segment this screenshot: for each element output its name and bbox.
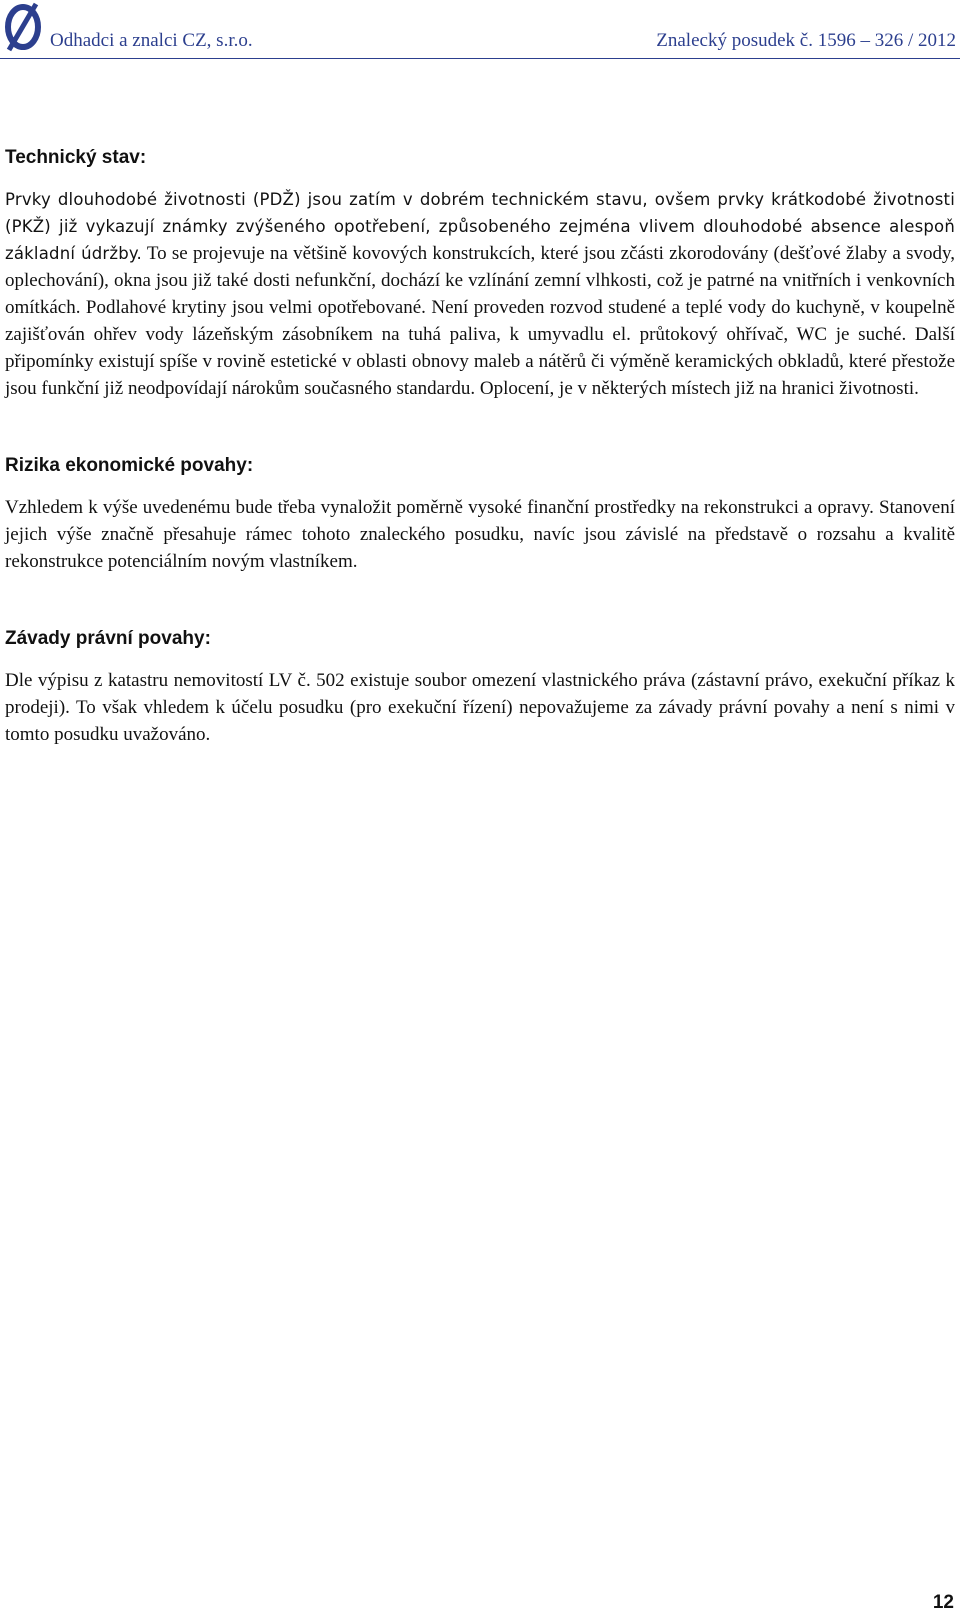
section-technical-state	[5, 146, 955, 402]
paragraph-part: Prvky dlouhodobé životnosti (PDŽ) jsou zatím v dobrém technickém stavu, ovšem prvky krátkodobé životnosti (PKŽ) již vykazují známky zvýšeného opotřebení, způsobeného zejména vlivem dlouhodobé absence alespoň základní údržby.	[5, 190, 955, 263]
page-number: 12	[932, 1592, 954, 1613]
page-header	[0, 0, 960, 59]
section-heading: Závady právní povahy:	[5, 628, 211, 649]
document-body	[5, 146, 955, 800]
paragraph-part: Není proveden rozvod studené a teplé vody do kuchyně, v koupelně zajišťován ohřev vody lázeňským zásobníkem na tuhá paliva, k umyvadlu el. průtokový ohřívač, WC je suché. Další připomínky existují spíše v rovině estetické v oblasti obnovy maleb a nátěrů či výměně keramických obkladů, které přestože jsou funkční již neodpovídají nárokům současného standardu. Oplocení, je v některých místech již na hranici životnosti.	[5, 297, 955, 399]
section-paragraph	[5, 186, 955, 402]
section-heading: Technický stav:	[5, 147, 147, 168]
company-logo-icon	[4, 2, 42, 52]
section-legal-defects	[5, 627, 955, 748]
paragraph-part: To se projevuje na většině kovových konstrukcích, které jsou zčásti zkorodovány (dešťové žlaby a svody, oplechování), okna jsou již také dosti nefunkční, dochází ke vzlínání zemní vlhkosti, což je patrné na vnitřních i venkovních omítkách. Podlahové krytiny jsou velmi opotřebované.	[5, 243, 955, 318]
section-paragraph: Dle výpisu z katastru nemovitostí LV č. 502 existuje soubor omezení vlastnického práva (zástavní právo, exekuční příkaz k prodeji). To však vhledem k účelu posudku (pro exekuční řízení) nepovažujeme za závady právní povahy a není s nimi v tomto posudku uvažováno.	[5, 670, 955, 745]
section-economic-risks	[5, 454, 955, 575]
document-reference: Znalecký posudek č. 1596 – 326 / 2012	[656, 30, 956, 51]
company-name: Odhadci a znalci CZ, s.r.o.	[50, 30, 253, 51]
section-paragraph: Vzhledem k výše uvedenému bude třeba vynaložit poměrně vysoké finanční prostředky na rekonstrukci a opravy. Stanovení jejich výše značně přesahuje rámec tohoto znaleckého posudku, navíc jsou závislé na představě o rozsahu a kvalitě rekonstrukce potenciálním novým vlastníkem.	[5, 497, 955, 572]
section-heading: Rizika ekonomické povahy:	[5, 455, 254, 476]
